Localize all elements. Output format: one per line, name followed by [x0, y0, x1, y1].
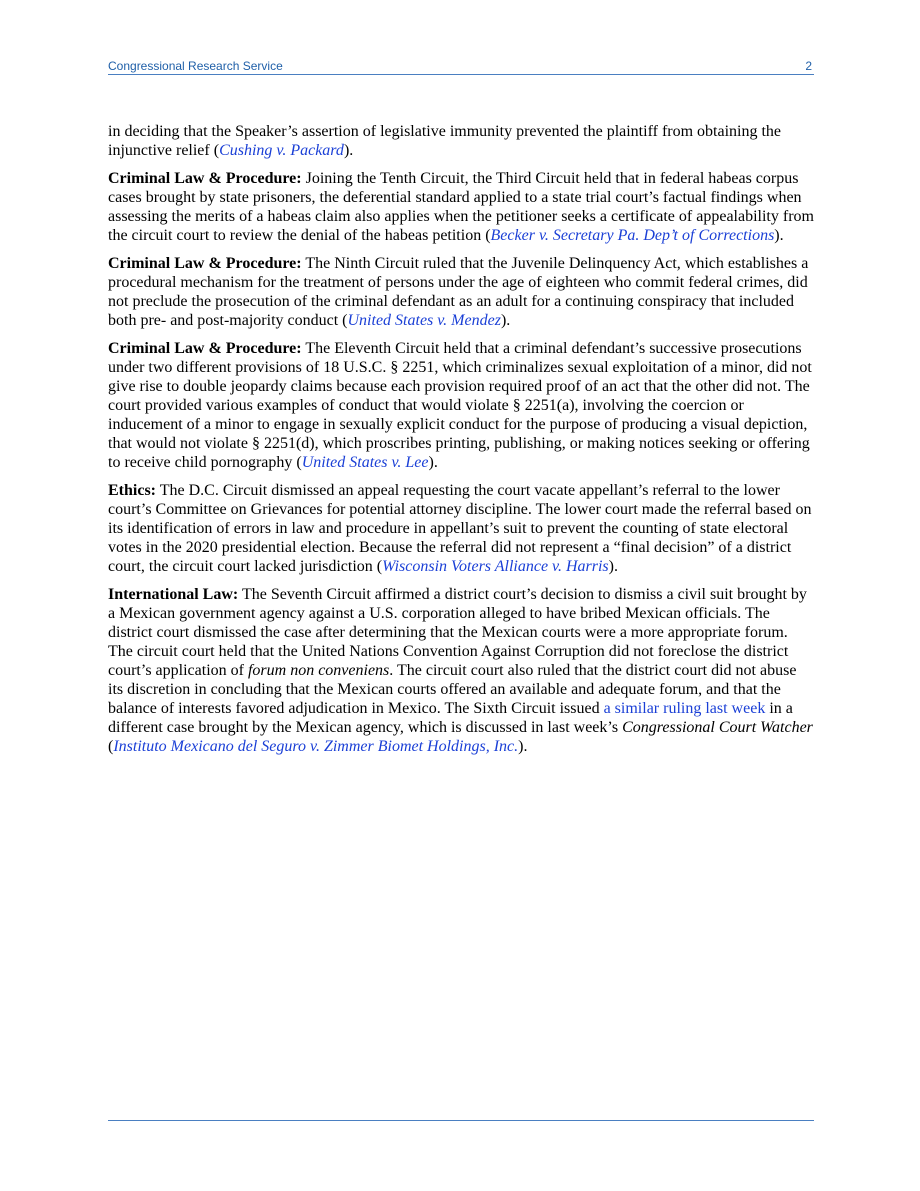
paragraph-2 [108, 169, 814, 245]
paragraph-text: ). [774, 227, 784, 244]
case-link-mendez[interactable]: United States v. Mendez [347, 312, 501, 329]
similar-ruling-link[interactable]: a similar ruling last week [603, 700, 766, 717]
paragraph-text: . The circuit court also ruled that the district court did not abuse its discretion in concluding that the Mexican courts offered an available and adequate forum, and that the balance of interests favored adjudication in Mexico. The Sixth Circuit issued [108, 662, 797, 717]
paragraph-3 [108, 254, 814, 330]
paragraph-text: ). [343, 142, 354, 159]
paragraph-1 [108, 122, 814, 160]
header-organization: Congressional Research Service [108, 59, 283, 73]
legal-term: forum non conveniens [247, 662, 390, 679]
case-link-lee[interactable]: United States v. Lee [301, 454, 429, 471]
case-link-instituto-mexicano[interactable]: Instituto Mexicano del Seguro v. Zimmer Biomet Holdings, Inc. [113, 738, 519, 755]
paragraph-text: ). [518, 738, 528, 755]
paragraph-text: ). [500, 312, 511, 329]
paragraph-text: in deciding that the Speaker’s assertion of legislative immunity prevented the plaintiff from obtaining the injunctive relief ( [108, 123, 782, 159]
publication-title: Congressional Court Watcher [622, 719, 813, 736]
topic-heading: Ethics: [108, 482, 156, 499]
document-body [108, 122, 814, 765]
page-header [108, 58, 814, 75]
paragraph-text: ( [108, 738, 114, 755]
paragraph-4 [108, 339, 814, 472]
case-link-becker[interactable]: Becker v. Secretary Pa. Dep’t of Corrections [490, 227, 775, 244]
paragraph-text: ). [608, 558, 618, 575]
footer-divider [108, 1120, 814, 1121]
case-link-cushing[interactable]: Cushing v. Packard [219, 142, 344, 159]
page-number: 2 [805, 59, 812, 73]
topic-heading: Criminal Law & Procedure: [108, 340, 302, 357]
paragraph-text: Joining the Tenth Circuit, the Third Circuit held that in federal habeas corpus cases brought by state prisoners, the deferential standard applied to a state trial court’s factual findings when assessing the merits of a habeas claim also applies when the petitioner seeks a certificate of appealability from the circuit court to review the denial of the habeas petition ( [108, 170, 814, 244]
paragraph-text: The Seventh Circuit affirmed a district court’s decision to dismiss a civil suit brought by a Mexican government agency against a U.S. corporation alleged to have bribed Mexican officials. The district court dismissed the case after determining that the Mexican courts were a more appropriate forum. The circuit court held that the United Nations Convention Against Corruption did not foreclose the district court’s application of [108, 586, 807, 679]
paragraph-text: The Ninth Circuit ruled that the Juvenile Delinquency Act, which establishes a procedural mechanism for the treatment of persons under the age of eighteen who commit federal crimes, did not preclude the prosecution of the criminal defendant as an adult for a continuing conspiracy that included both pre- and post-majority conduct ( [108, 255, 809, 329]
paragraph-text: ). [428, 454, 438, 471]
paragraph-text: The D.C. Circuit dismissed an appeal requesting the court vacate appellant’s referral to the lower court’s Committee on Grievances for potential attorney discipline. The lower court made the referral based on its identification of errors in law and procedure in appellant’s suit to prevent the counting of state electoral votes in the 2020 presidential election. Because the referral did not represent a “final decision” of a district court, the circuit court lacked jurisdiction ( [108, 482, 812, 575]
topic-heading: Criminal Law & Procedure: [108, 170, 302, 187]
paragraph-5 [108, 481, 814, 576]
topic-heading: International Law: [108, 586, 239, 603]
paragraph-text: The Eleventh Circuit held that a criminal defendant’s successive prosecutions under two different provisions of 18 U.S.C. § 2251, which criminalizes sexual exploitation of a minor, did not give rise to double jeopardy claims because each provision required proof of an act that the other did not. The court provided various examples of conduct that would violate § 2251(a), involving the coercion or inducement of a minor to engage in sexually explicit conduct for the purpose of producing a visual depiction, that would not violate § 2251(d), which proscribes printing, publishing, or making notices seeking or offering to receive child pornography ( [108, 340, 812, 471]
paragraph-6 [108, 585, 814, 756]
topic-heading: Criminal Law & Procedure: [108, 255, 302, 272]
case-link-wisconsin-voters[interactable]: Wisconsin Voters Alliance v. Harris [382, 558, 609, 575]
paragraph-text: in a different case brought by the Mexican agency, which is discussed in last week’s [108, 700, 793, 736]
